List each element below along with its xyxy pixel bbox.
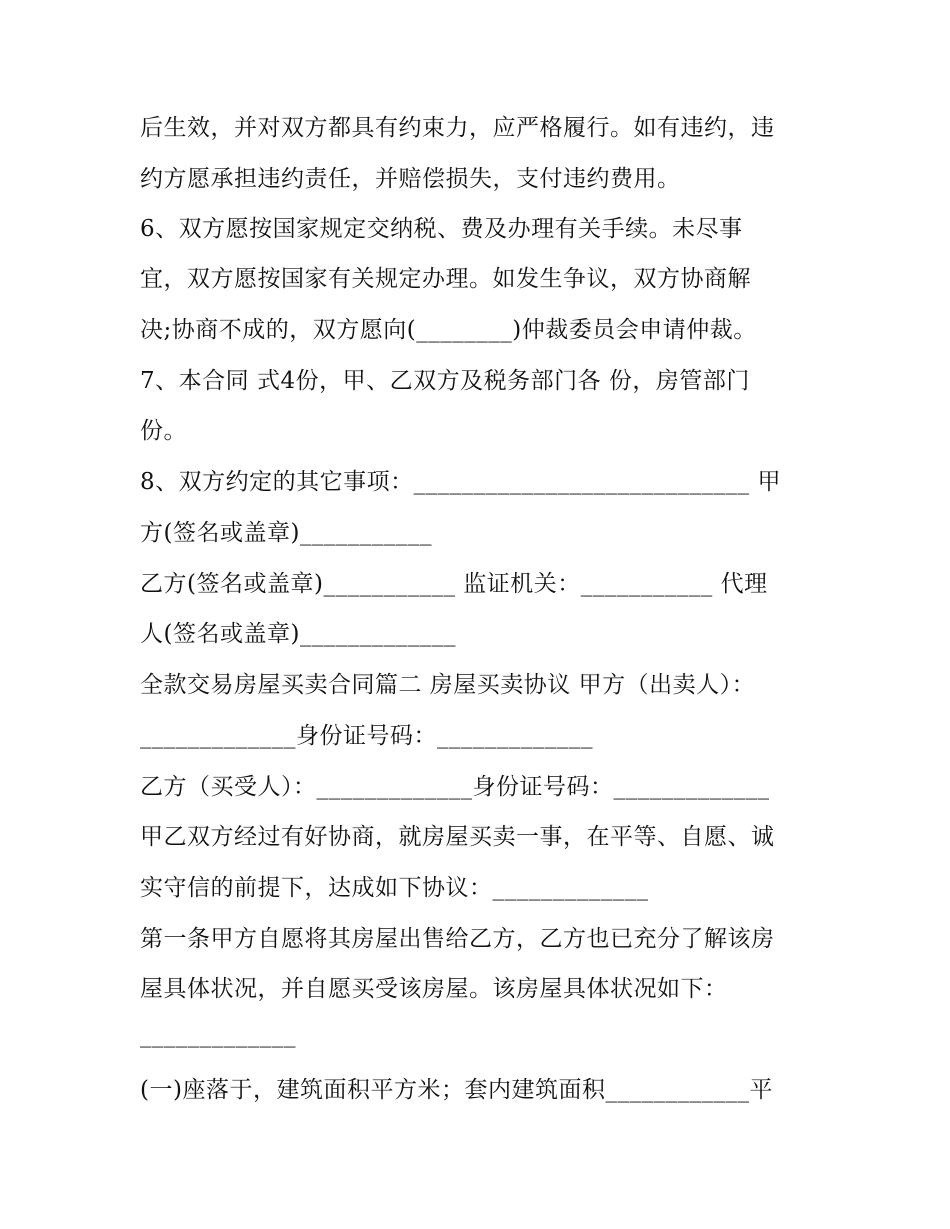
section-heading-line: 全款交易房屋买卖合同篇二 房屋买卖协议 甲方（出卖人）： — [140, 672, 756, 698]
text-line: 约方愿承担违约责任，并赔偿损失，支付违约费用。 — [140, 166, 681, 192]
text-line: 乙方(签名或盖章)___________ 监证机关：___________ 代理 — [140, 571, 768, 597]
text-line: 乙方（买受人）：_____________身份证号码：_____________ — [140, 774, 770, 800]
text-line: _____________身份证号码：_____________ — [140, 723, 593, 749]
text-line: 6、双方愿按国家规定交纳税、费及办理有关手续。未尽事 — [140, 216, 743, 242]
text-line: 7、本合同 式4份，甲、乙双方及税务部门各 份，房管部门 — [140, 368, 750, 394]
text-line: 甲乙双方经过有好协商，就房屋买卖一事，在平等、自愿、诚 — [140, 824, 775, 850]
text-line: 方(签名或盖章)___________ — [140, 520, 432, 546]
text-line: 份。 — [140, 418, 187, 444]
text-line: 后生效，并对双方都具有约束力，应严格履行。如有违约，违 — [140, 115, 775, 141]
text-line: 实守信的前提下，达成如下协议：_____________ — [140, 875, 649, 901]
text-line: (一)座落于，建筑面积平方米；套内建筑面积____________平 — [140, 1077, 773, 1103]
text-line: 8、双方约定的其它事项：____________________________ 甲 — [140, 469, 781, 495]
text-line: _____________ — [140, 1022, 296, 1048]
text-line: 宜，双方愿按国家有关规定办理。如发生争议，双方协商解 — [140, 266, 751, 292]
text-line: 决;协商不成的，双方愿向(________)仲裁委员会申请仲裁。 — [140, 317, 757, 343]
text-line: 第一条甲方自愿将其房屋出售给乙方，乙方也已充分了解该房 — [140, 926, 775, 952]
text-line: 人(签名或盖章)_____________ — [140, 621, 456, 647]
text-line: 屋具体状况，并自愿买受该房屋。该房屋具体状况如下： — [140, 976, 728, 1002]
